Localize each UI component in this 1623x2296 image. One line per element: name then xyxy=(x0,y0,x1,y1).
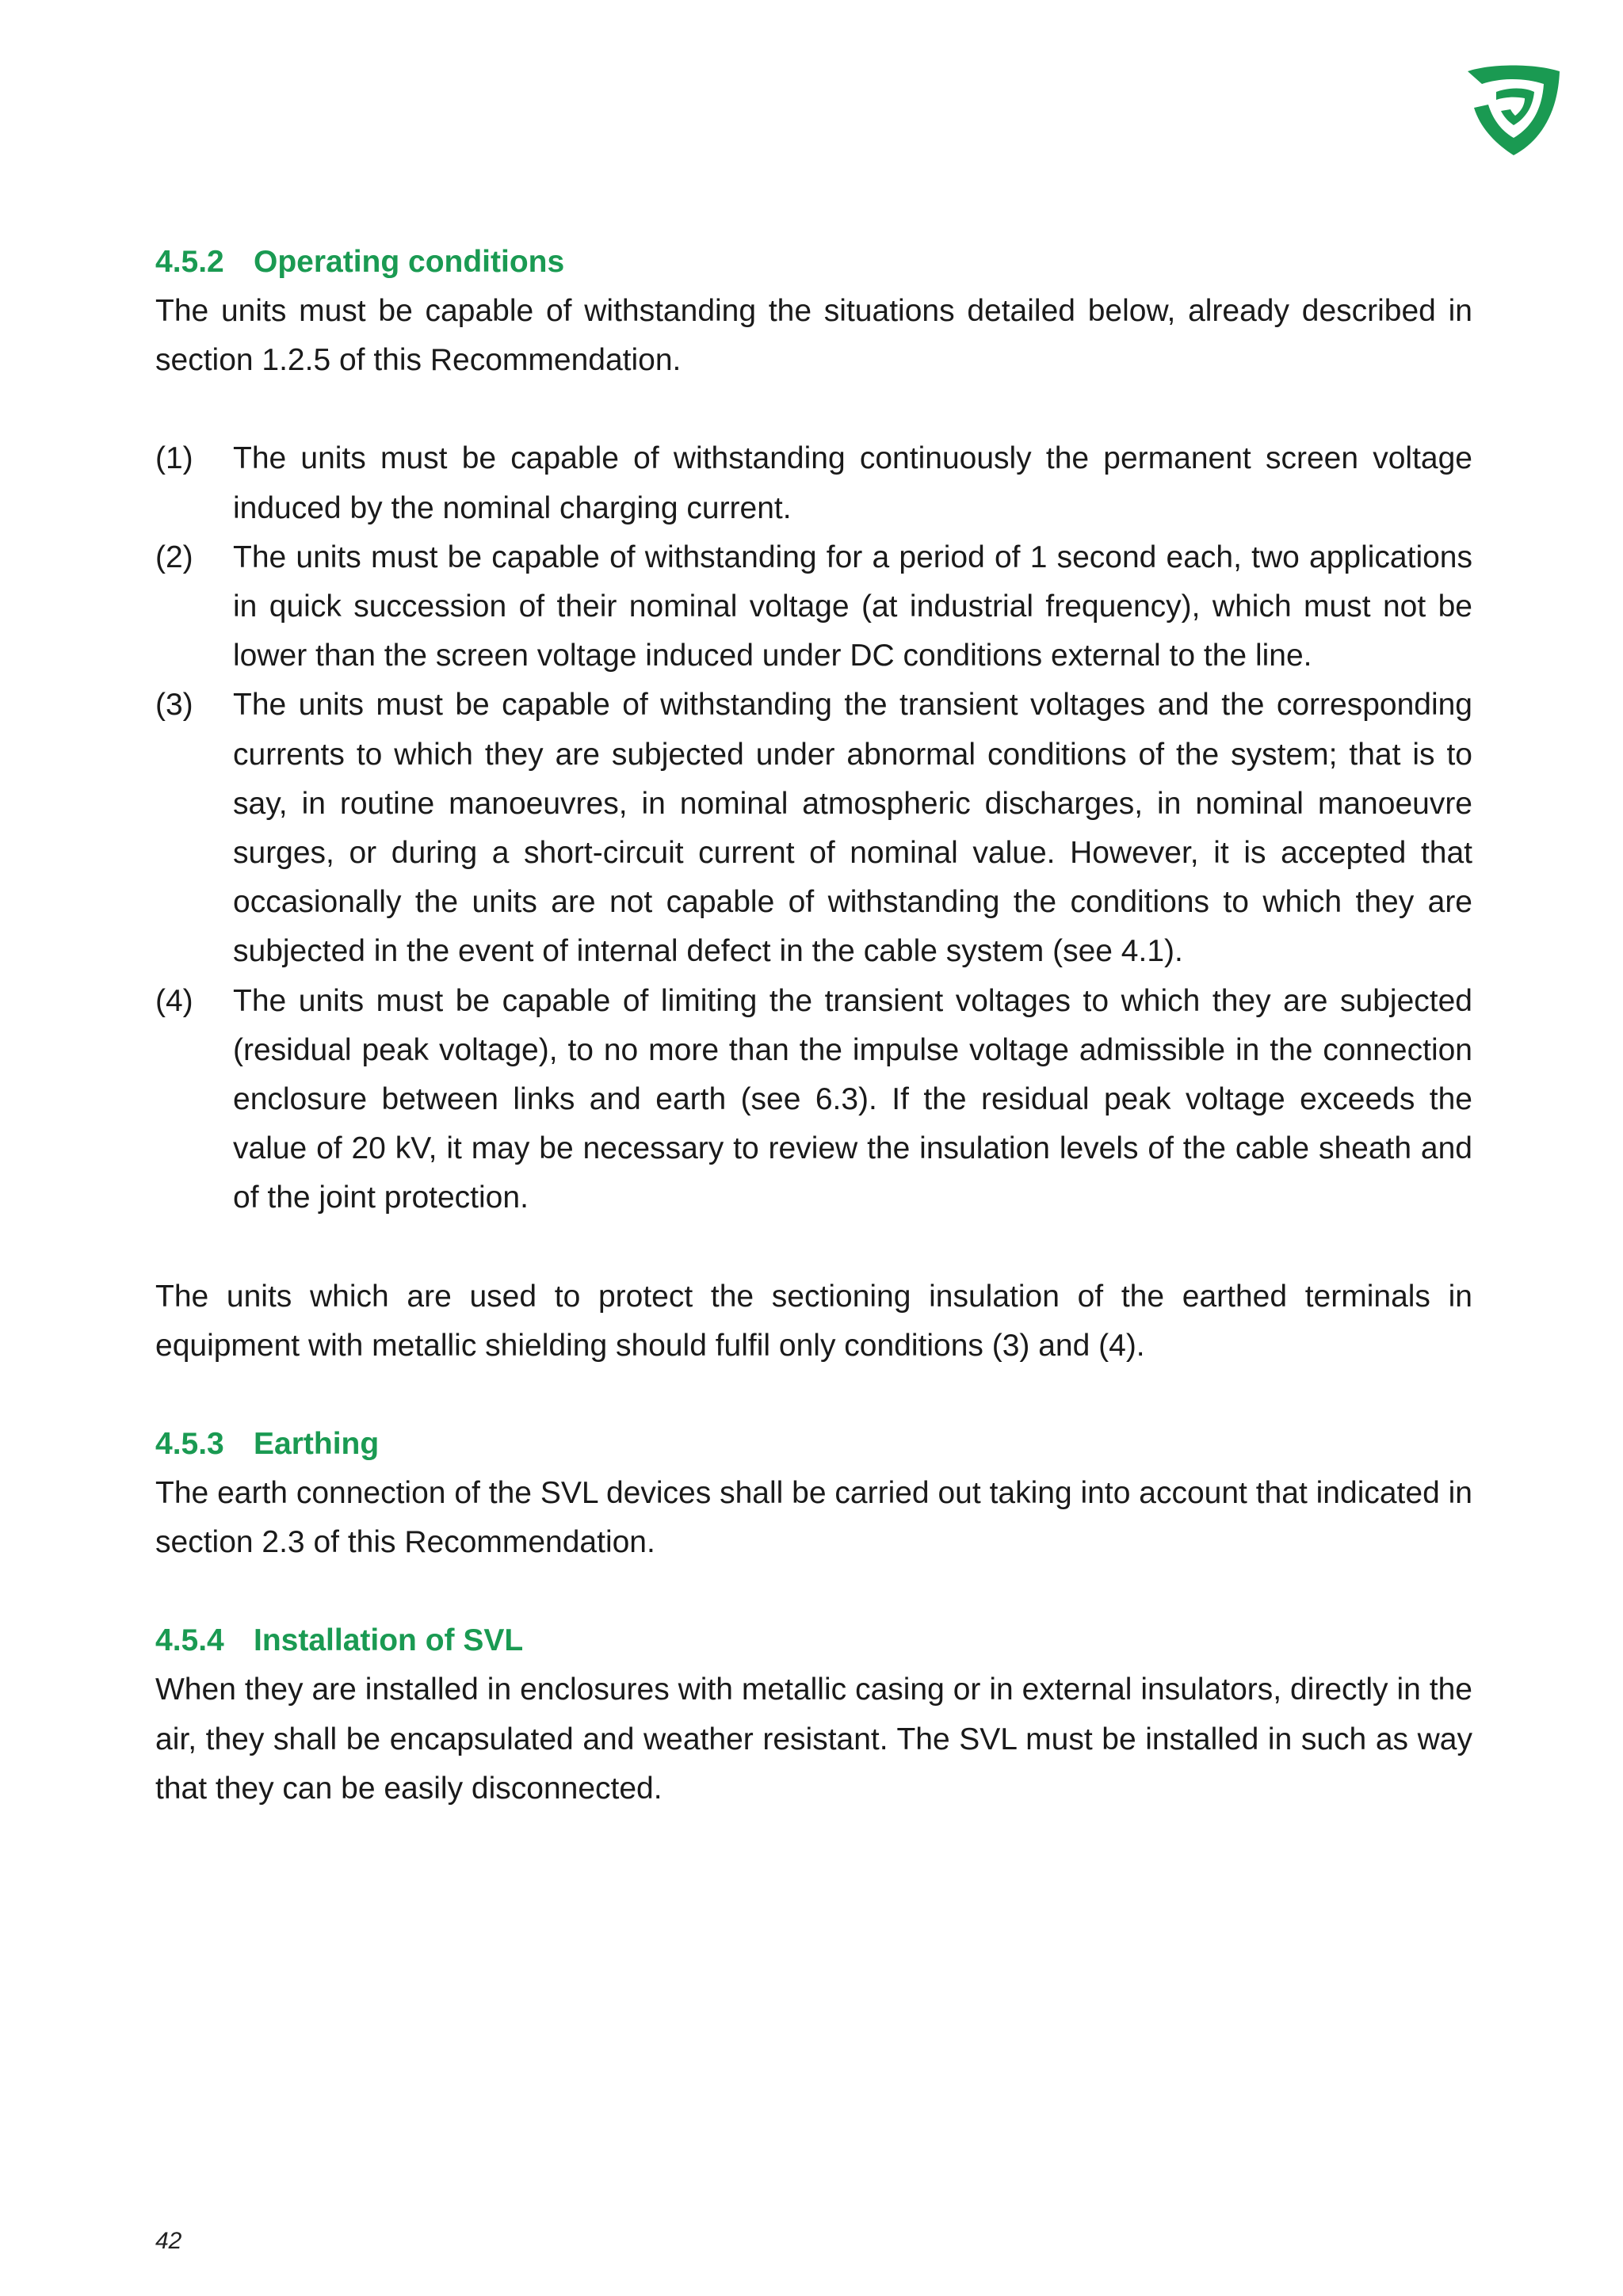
section-number: 4.5.4 xyxy=(155,1623,224,1658)
document-body xyxy=(155,238,1472,1814)
list-item-text: The units must be capable of withstanding for a period of 1 second each, two applications in quick succession of their nominal voltage (at industrial frequency), which must not be lower than the screen voltage induced under DC conditions external to the line. xyxy=(233,540,1472,673)
operating-intro-paragraph: The units must be capable of withstanding the situations detailed below, already described in section 1.2.5 of this Recommendation. xyxy=(155,294,1472,378)
section-number: 4.5.2 xyxy=(155,245,224,279)
list-item xyxy=(155,533,1472,681)
earthing-paragraph: The earth connection of the SVL devices shall be carried out taking into account that indicated in section 2.3 of this Recommendation. xyxy=(155,1476,1472,1560)
list-marker: (3) xyxy=(155,688,193,723)
list-item xyxy=(155,977,1472,1223)
list-item-text: The units must be capable of withstanding continuously the permanent screen voltage induced by the nominal charging current. xyxy=(233,441,1472,525)
list-item xyxy=(155,434,1472,532)
list-marker: (4) xyxy=(155,983,193,1018)
operating-closing-paragraph: The units which are used to protect the sectioning insulation of the earthed terminals in equipment with metallic shielding should fulfil only conditions (3) and (4). xyxy=(155,1279,1472,1363)
list-item-text: The units must be capable of withstanding the transient voltages and the corresponding currents to which they are subjected under abnormal conditions of the system; that is to say, in routine manoeuvres, in nominal atmospheric discharges, in nominal manoeuvre surges, or during a short-circuit current of nominal value. However, it is accepted that occasionally the units are not capable of withstanding the conditions to which they are subjected in the event of internal defect in the cable system (see 4.1). xyxy=(233,688,1472,969)
list-item xyxy=(155,681,1472,976)
section-heading-operating-conditions xyxy=(155,238,1472,287)
page-number: 42 xyxy=(155,2228,182,2254)
section-title: Installation of SVL xyxy=(254,1623,524,1658)
section-heading-earthing xyxy=(155,1420,1472,1469)
list-item-text: The units must be capable of limiting the transient voltages to which they are subjected (residual peak voltage), to no more than the impulse voltage admissible in the connection enclosure between links and earth (see 6.3). If the residual peak voltage exceeds the value of 20 kV, it may be necessary to review the insulation levels of the cable sheath and of the joint protection. xyxy=(233,983,1472,1215)
list-marker: (2) xyxy=(155,540,193,574)
list-marker: (1) xyxy=(155,441,193,476)
installation-paragraph: When they are installed in enclosures with metallic casing or in external insulators, directly in the air, they shall be encapsulated and weather resistant. The SVL must be installed in such as way that they can be easily disconnected. xyxy=(155,1672,1472,1806)
brand-shield-logo-icon xyxy=(1465,60,1563,158)
section-heading-installation xyxy=(155,1616,1472,1665)
section-number: 4.5.3 xyxy=(155,1427,224,1462)
operating-conditions-list xyxy=(155,434,1472,1222)
section-title: Operating conditions xyxy=(254,245,565,279)
section-title: Earthing xyxy=(254,1427,380,1462)
